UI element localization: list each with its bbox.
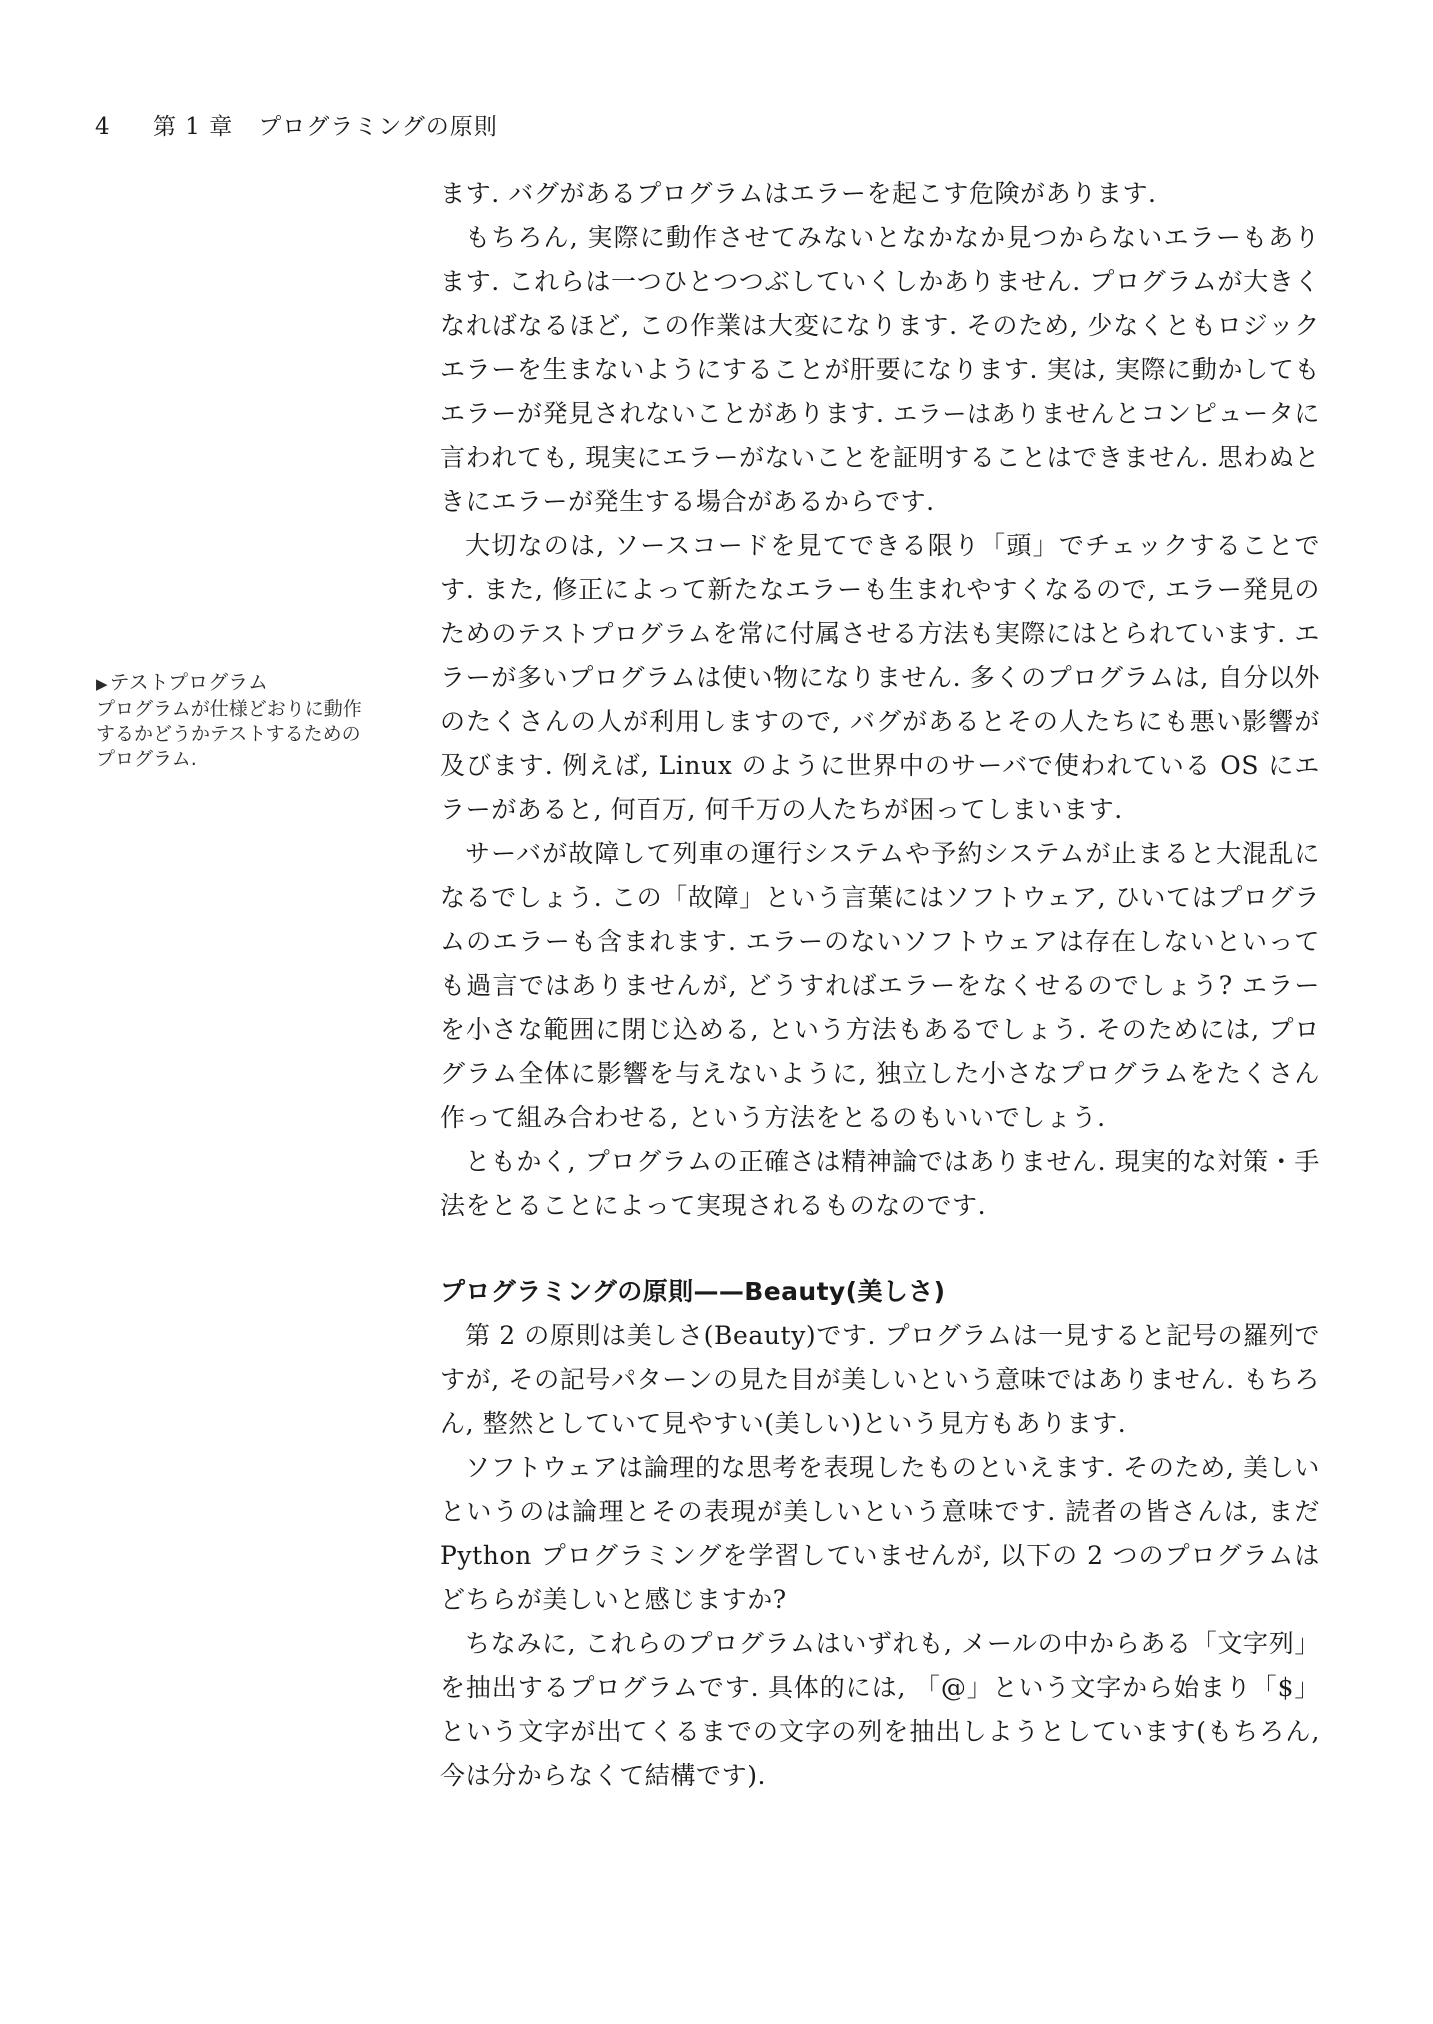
paragraph-test-program-part2: を常に付属させる方法も実際にはとられています. エラーが多いプログラムは使い物になりません. 多くのプログラムは, 自分以外のたくさんの人が利用しますので, バグがあるとその人たちにも悪い影響が及びます. 例えば, Linux のように世界中のサーバで使われている OS にエラーがあると, 何百万, 何千万の人たちが困ってしまいます. <box>440 619 1320 824</box>
emphasis-no-errors: エラーはありません <box>893 400 1115 428</box>
side-note-body: プログラムが仕様どおりに動作するかどうかテストするためのプログラム. <box>96 698 362 770</box>
side-note-title-text: テストプログラム <box>109 670 268 694</box>
paragraph-errors-part2: とコンピュータに言われても, 現実にエラーがないことを証明することはできません. 思わぬときにエラーが発生する場合があるからです. <box>440 399 1320 516</box>
side-note <box>96 670 376 772</box>
paragraph-continued: ます. バグがあるプログラムはエラーを起こす危険があります. <box>440 179 1157 208</box>
paragraph-beauty-example: ちなみに, これらのプログラムはいずれも, メールの中からある「文字列」を抽出するプログラムです. 具体的には, 「@」という文字から始まり「$」という文字が出てくるまでの文字の列を抽出しようとしています(もちろん, 今は分からなくて結構です). <box>440 1629 1320 1790</box>
chapter-title: プログラミングの原則 <box>258 114 498 140</box>
triangle-right-icon: ▶ <box>96 675 108 693</box>
keyword-test-program: テストプログラム <box>517 620 713 648</box>
section-heading-beauty: プログラミングの原則——Beauty(美しさ) <box>440 1277 946 1306</box>
paragraph-correctness: ともかく, プログラムの正確さは精神論ではありません. 現実的な対策・手法をとることによって実現されるものなのです. <box>440 1147 1320 1220</box>
main-column <box>440 172 1320 1798</box>
paragraph-test-program-part1: 大切なのは, ソースコードを見てできる限り「頭」でチェックすることです. また, 修正によって新たなエラーも生まれやすくなるので, エラー発見のための <box>440 531 1320 648</box>
paragraph-test-program <box>440 524 1320 832</box>
paragraph-beauty-logic: ソフトウェアは論理的な思考を表現したものといえます. そのため, 美しいというのは論理とその表現が美しいという意味です. 読者の皆さんは, まだ Python プログラミングを学習していませんが, 以下の 2 つのプログラムはどちらが美しいと感じますか? <box>440 1453 1320 1614</box>
side-note-title <box>96 670 376 697</box>
running-head <box>95 108 498 141</box>
page-number: 4 <box>95 114 111 140</box>
paragraph-server-failure: サーバが故障して列車の運行システムや予約システムが止まると大混乱になるでしょう. この「故障」という言葉にはソフトウェア, ひいてはプログラムのエラーも含まれます. エラーのないソフトウェアは存在しないといっても過言ではありませんが, どうすればエラーをなくせるのでしょう? エラーを小さな範囲に閉じ込める, という方法もあるでしょう. そのためには, プログラム全体に影響を与えないように, 独立した小さなプログラムをたくさん作って組み合わせる, という方法をとるのもいいでしょう. <box>440 839 1320 1132</box>
chapter-label: 第 1 章 <box>153 114 234 140</box>
paragraph-errors-part1: もちろん, 実際に動作させてみないとなかなか見つからないエラーもあります. これらは一つひとつつぶしていくしかありません. プログラムが大きくなればなるほど, この作業は大変になります. そのため, 少なくともロジックエラーを生まないようにすることが肝要になります. 実は, 実際に動かしてもエラーが発見されないことがあります. <box>440 223 1320 428</box>
paragraph-beauty-intro: 第 2 の原則は美しさ(Beauty)です. プログラムは一見すると記号の羅列ですが, その記号パターンの見た目が美しいという意味ではありません. もちろん, 整然としていて見やすい(美しい)という見方もあります. <box>440 1321 1320 1438</box>
paragraph-errors <box>440 216 1320 524</box>
